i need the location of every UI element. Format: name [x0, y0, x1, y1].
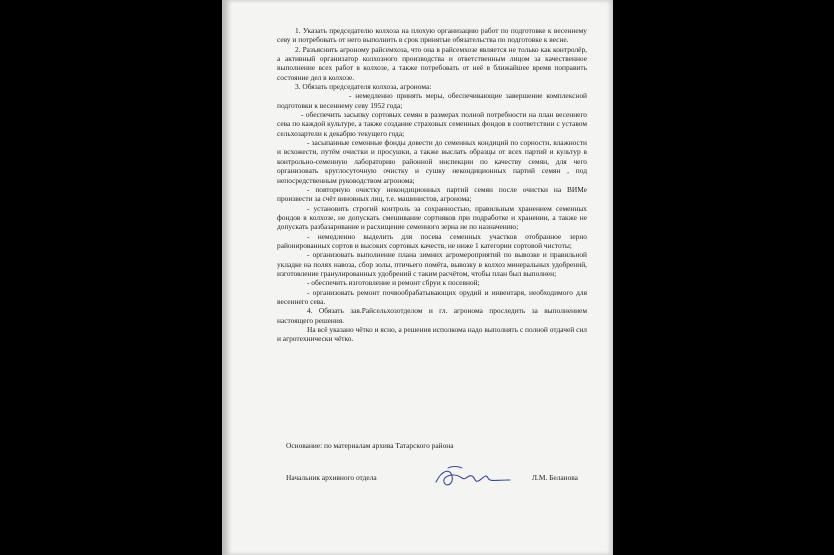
paragraph-1: 1. Указать председателю колхоза на плохую организацию работ по подготовке к весеннему севу и потребовать от него выполнить в срок принятые обязательства по подготовке к весне. — [277, 26, 587, 45]
list-item: - засыпанные семенные фонды довести до семенных кондиций по сорности, влажности и всхожести, путём очистки и просушки, а также выслать образцы от всех партий и культур в контрольно-семенную лабораторию районной инспекции по качеству семян, для чего организовать круглосуточную очистку и сушку некондиционных партий семян , под непосредственным руководством агронома; — [277, 138, 587, 185]
list-item: - организовать выполнение плана зимних агромероприятий по вывозке и правильной укладке на полях навоза, сбор золы, птичьего помёта, вывозку в колхоз минеральных удобрений, изготовление гранулированных удобрений с таким расчётом, чтобы план был выполнен; — [277, 250, 587, 278]
page-edge-shadow-right — [607, 0, 613, 555]
page-edge-shadow — [222, 0, 232, 555]
paragraph-4: 4. Обязать зав.Райсельхозотделом и гл. агронома проследить за выполнением настоящего решения. — [277, 306, 587, 325]
handwritten-signature — [432, 462, 512, 492]
paragraph-5: На всё указано чётко и ясно, а решения исполкома надо выполнять с полной отдачей сил и агротехнически чётко. — [277, 325, 587, 344]
document-page — [222, 0, 613, 555]
list-item: - установить строгий контроль за сохранностью, правильным хранением семенных фондов в колхозе, не допускать смешивание сортняков при подработке и хранении, а также не допускать разбазаривание и расхищение семенного зерна не по назначению; — [277, 203, 587, 232]
list-item: - обеспечить изготовление и ремонт сбруи к посевной; — [307, 278, 480, 288]
list-item: - немедленно выделить для посева семенных участков отобранное зерно районированных сортов и высоких сортовых качеств, не ниже 1 категории сортовой чистоты; — [277, 231, 587, 250]
signatory-title: Начальник архивного отдела — [286, 473, 377, 482]
paragraph-3: 3. Обязать председателя колхоза, агронома: — [295, 82, 432, 92]
list-item: - повторную очистку некондиционных партий семян после очистки на ВИМе произвести за счёт виновных лиц, т.е. машинистов, агронома; — [277, 184, 587, 204]
list-item: - обеспечить засыпку сортовых семян в размерах полной потребности на план весеннего сева по каждой культуре, а также создание страховых семенных фондов в соответствии с уставом сельхозартели к декабрю текущего года; — [277, 110, 587, 138]
list-item: - организовать ремонт почвообрабатывающих орудий и инвентаря, необходимого для весеннего сева. — [277, 287, 587, 306]
document-body — [277, 26, 587, 344]
paragraph-2: 2. Разъяснить агроному райсемхоза, что она в райсемхозе является не только как контролёр, а активный организатор колхозного производства и ответственным лицом за качественное выполнение всех работ в колхозе, а также потребовать от неё в ближайшее время поправить состояние дел в колхозе. — [277, 44, 587, 82]
archive-basis: Основание: по материалам архива Татарского района — [286, 441, 454, 450]
list-item: - немедленно принять меры, обеспечивающие завершение комплексной подготовки к весеннему севу 1952 года; — [277, 91, 587, 110]
signatory-name: Л.М. Беланова — [532, 473, 578, 482]
